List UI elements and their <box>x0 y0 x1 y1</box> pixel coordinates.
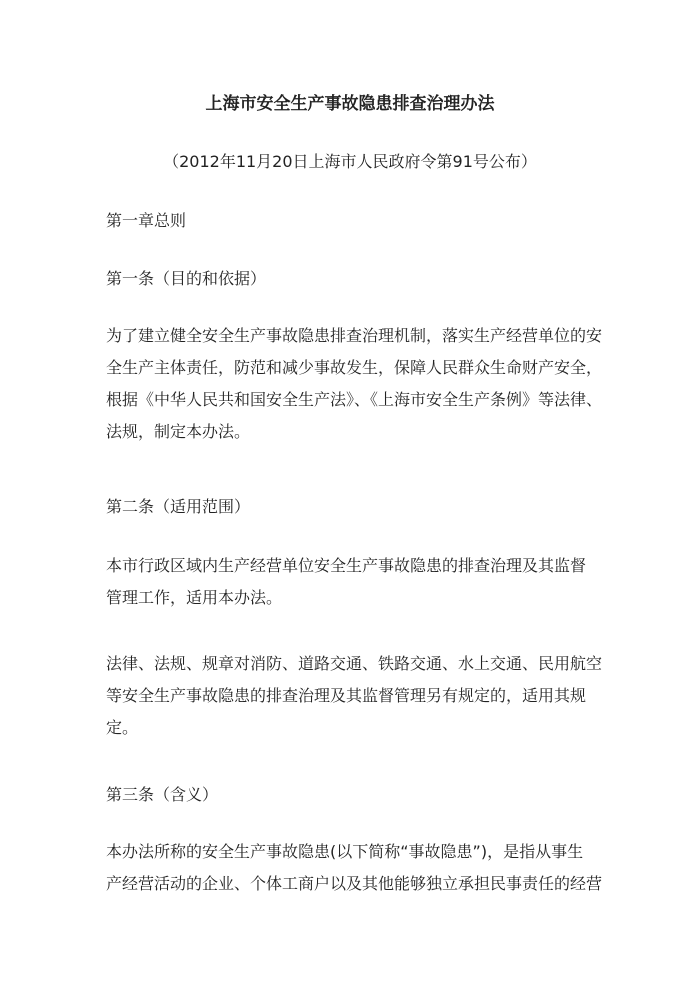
paragraph-line: 产经营活动的企业、个体工商户以及其他能够独立承担民事责任的经营 <box>106 874 603 893</box>
article-3-paragraph <box>106 836 603 900</box>
paragraph-line: 本办法所称的安全生产事故隐患(以下简称“事故隐患”)，是指从事生 <box>106 842 584 861</box>
article-2-paragraph-2 <box>106 648 603 744</box>
document-title: 上海市安全生产事故隐患排查治理办法 <box>205 94 495 114</box>
paragraph-line: 管理工作，适用本办法。 <box>106 588 283 607</box>
paragraph-line: 等安全生产事故隐患的排查治理及其监督管理另有规定的，适用其规 <box>106 686 587 705</box>
paragraph-line: 定。 <box>106 718 139 737</box>
article-1-heading: 第一条（目的和依据） <box>106 269 267 288</box>
paragraph-line: 为了建立健全安全生产事故隐患排查治理机制，落实生产经营单位的安 <box>106 326 603 345</box>
paragraph-line: 法规，制定本办法。 <box>106 422 251 441</box>
article-2-heading: 第二条（适用范围） <box>106 497 251 516</box>
paragraph-line: 法律、法规、规章对消防、道路交通、铁路交通、水上交通、民用航空 <box>106 654 603 673</box>
paragraph-line: 根据《中华人民共和国安全生产法》、《上海市安全生产条例》等法律、 <box>106 390 603 409</box>
document-subtitle: （2012年11月20日上海市人民政府令第91号公布） <box>163 152 537 171</box>
chapter-heading: 第一章总则 <box>106 211 187 230</box>
article-1-paragraph <box>106 320 603 448</box>
article-3-heading: 第三条（含义） <box>106 785 219 804</box>
article-2-paragraph-1 <box>106 550 598 614</box>
paragraph-line: 本市行政区域内生产经营单位安全生产事故隐患的排查治理及其监督 <box>106 556 587 575</box>
paragraph-line: 全生产主体责任，防范和减少事故发生，保障人民群众生命财产安全， <box>106 358 603 377</box>
